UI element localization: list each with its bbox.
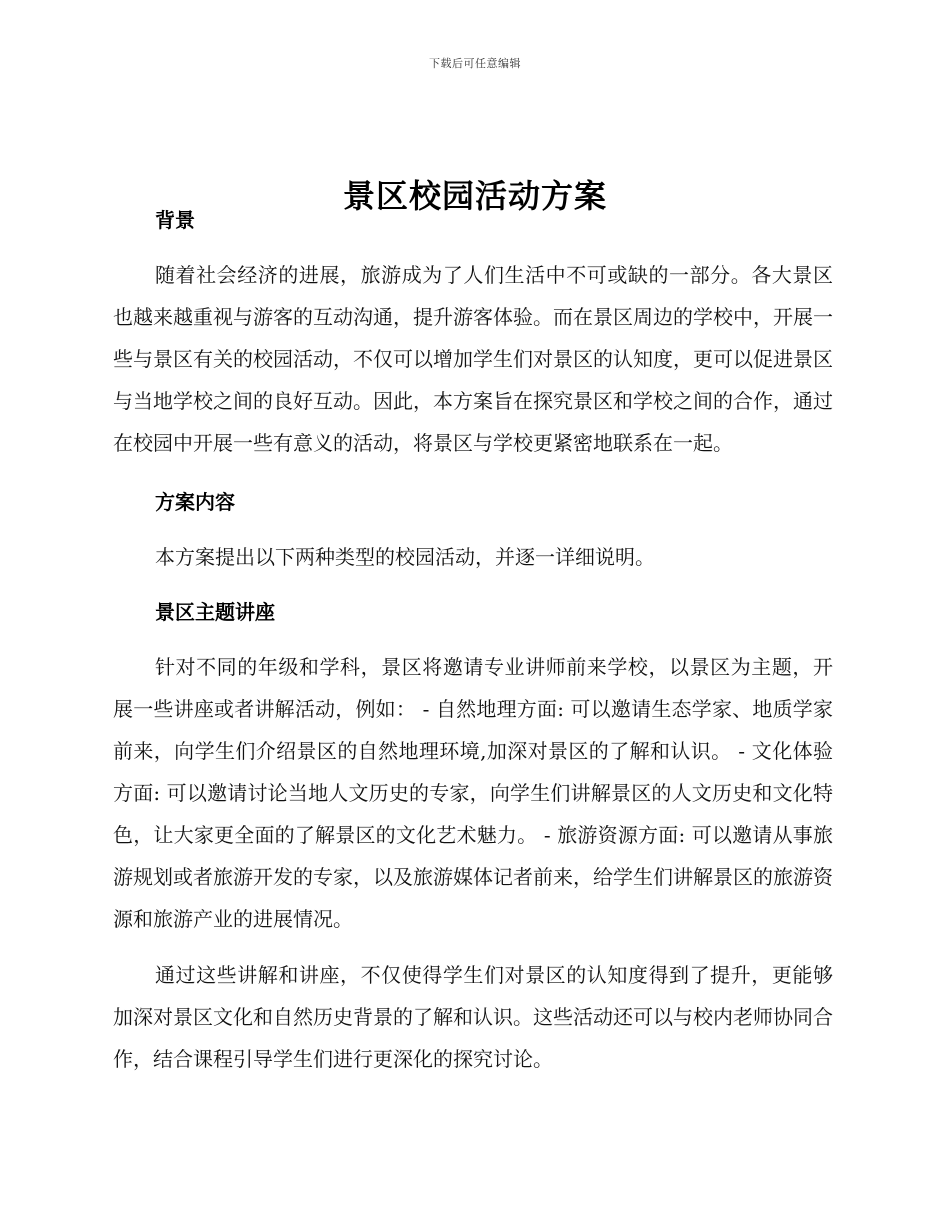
header-note: 下载后可任意编辑 xyxy=(429,57,521,70)
paragraph-lecture-benefits: 通过这些讲解和讲座，不仅使得学生们对景区的认知度得到了提升，更能够加深对景区文化和自然历史背景的了解和认识。这些活动还可以与校内老师协同合作，结合课程引导学生们进行更深化的探究讨论。 xyxy=(113,963,833,1071)
paragraph-background: 随着社会经济的进展，旅游成为了人们生活中不可或缺的一部分。各大景区也越来越重视与游客的互动沟通，提升游客体验。而在景区周边的学校中，开展一些与景区有关的校园活动，不仅可以增加学生们对景区的认知度，更可以促进景区与当地学校之间的良好互动。因此，本方案旨在探究景区和学校之间的合作，通过在校园中开展一些有意义的活动，将景区与学校更紧密地联系在一起。 xyxy=(113,263,833,455)
paragraph-themed-lectures: 针对不同的年级和学科，景区将邀请专业讲师前来学校，以景区为主题，开展一些讲座或者讲解活动，例如： - 自然地理方面: 可以邀请生态学家、地质学家前来，向学生们介绍景区的自然地理环境,加深对景区的了解和认识。 - 文化体验方面: 可以邀请讨论当地人文历史的专家，向学生们讲解景区的人文历史和文化特色，让大家更全面的了解景区的文化艺术魅力。 - 旅游资源方面: 可以邀请从事旅游规划或者旅游开发的专家，以及旅游媒体记者前来，给学生们讲解景区的旅游资源和旅游产业的进展情况。 xyxy=(113,655,833,931)
section-heading-themed-lectures: 景区主题讲座 xyxy=(155,600,275,624)
section-heading-plan-content: 方案内容 xyxy=(155,490,235,514)
paragraph-plan-content: 本方案提出以下两种类型的校园活动，并逐一详细说明。 xyxy=(155,545,655,569)
section-heading-background: 背景 xyxy=(155,208,195,232)
document-body xyxy=(113,200,833,1080)
document-title: 景区校园活动方案 xyxy=(342,177,607,216)
